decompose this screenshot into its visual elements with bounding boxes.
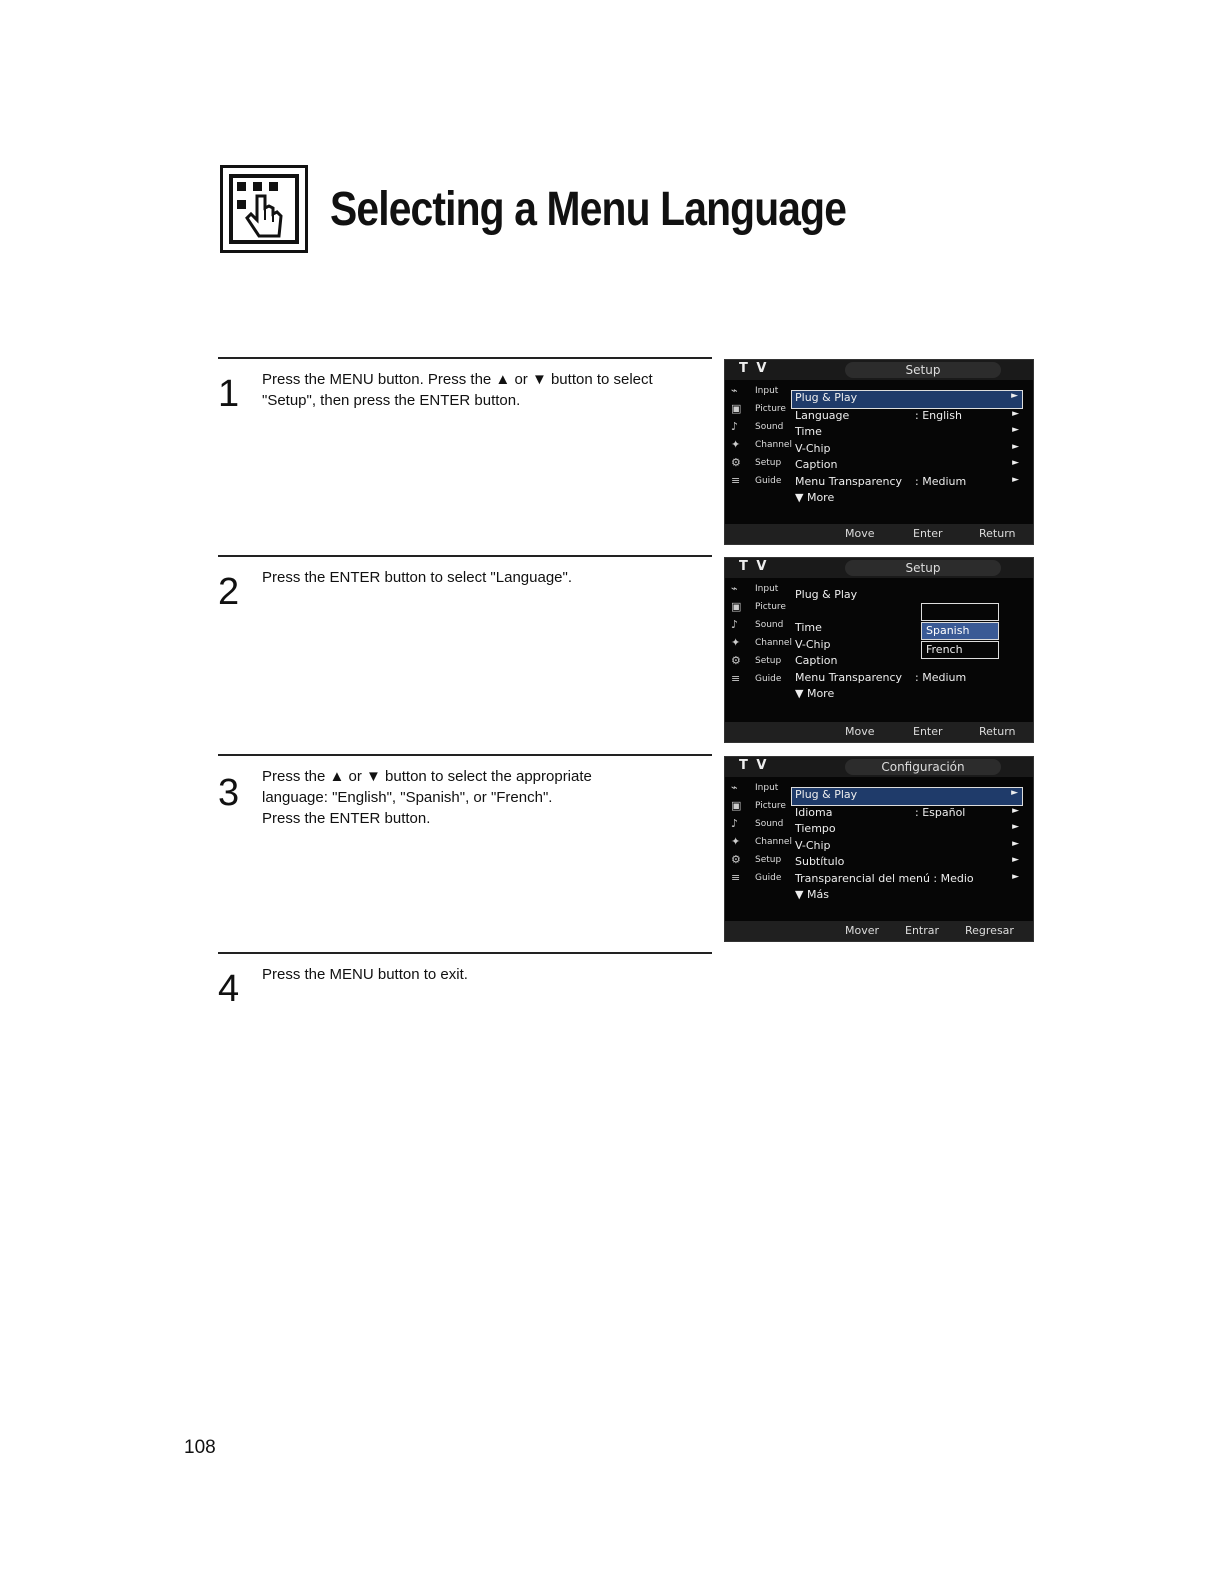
setup-icon: ⚙ xyxy=(731,853,741,866)
menu-item-v-chip[interactable]: V-Chip ► xyxy=(795,441,1019,455)
move-hint: Mover xyxy=(845,924,880,937)
menu-title: Setup xyxy=(845,560,1001,576)
sound-icon: ♪ xyxy=(731,618,739,631)
sidebar-item-guide[interactable]: ≡ Guide xyxy=(731,672,782,685)
move-hint: Move xyxy=(845,527,875,540)
setup-icon: ⚙ xyxy=(731,654,741,667)
menu-item-time[interactable]: Time ► xyxy=(795,425,1019,438)
return-hint: Return xyxy=(979,527,1016,540)
menu-item-tiempo[interactable]: Tiempo ► xyxy=(795,822,1019,835)
step-line: Press the ▲ or ▼ button to select the appropriate xyxy=(262,768,592,785)
dropdown-option-spanish[interactable]: Spanish xyxy=(921,622,999,640)
move-hint: Move xyxy=(845,725,875,738)
step-line: Press the ENTER button. xyxy=(262,810,431,827)
step-number: 2 xyxy=(218,571,240,613)
tv-label: T V xyxy=(739,559,769,574)
guide-icon: ≡ xyxy=(731,871,741,884)
sidebar-item-setup[interactable]: ⚙ Setup xyxy=(731,654,782,667)
picture-icon: ▣ xyxy=(731,799,742,812)
sidebar-item-setup[interactable]: ⚙ Setup xyxy=(731,853,782,866)
menu-item-language[interactable]: Language : English ► xyxy=(795,408,1019,422)
step-1 xyxy=(218,357,712,549)
antenna-icon: ⌁ xyxy=(731,384,738,397)
step-line: Press the MENU button to exit. xyxy=(262,966,468,983)
step-number: 1 xyxy=(218,373,240,415)
step-3 xyxy=(218,754,712,946)
menu-list xyxy=(795,390,1023,508)
channel-icon: ✦ xyxy=(731,835,741,848)
enter-hint: Entrar xyxy=(905,924,940,937)
menu-item-time[interactable]: Time xyxy=(795,621,822,634)
guide-icon: ≡ xyxy=(731,474,741,487)
sidebar-item-guide[interactable]: ≡ Guide xyxy=(731,871,782,884)
menu-item-caption[interactable]: Caption xyxy=(795,654,838,667)
sidebar-item-channel[interactable]: ✦ Channel xyxy=(731,636,792,649)
picture-icon: ▣ xyxy=(731,600,742,613)
step-text xyxy=(262,567,712,588)
dropdown-option-english[interactable] xyxy=(921,603,999,621)
step-4 xyxy=(218,952,712,1014)
sidebar-item-channel[interactable]: ✦ Channel xyxy=(731,438,792,451)
step-line: "Setup", then press the ENTER button. xyxy=(262,392,521,409)
tv-screen-configuracion xyxy=(724,756,1034,942)
language-dropdown[interactable] xyxy=(921,603,999,660)
sidebar-item-sound[interactable]: ♪ Sound xyxy=(731,817,784,830)
step-text xyxy=(262,964,712,985)
channel-icon: ✦ xyxy=(731,438,741,451)
channel-icon: ✦ xyxy=(731,636,741,649)
menu-item-menu-transparency[interactable]: Menu Transparency : Medium xyxy=(795,670,967,684)
guide-icon: ≡ xyxy=(731,672,741,685)
step-number: 4 xyxy=(218,968,240,1010)
tv-sidebar xyxy=(725,779,793,887)
page-header xyxy=(220,162,937,256)
step-line: Press the ENTER button to select "Language". xyxy=(262,569,572,586)
tv-sidebar xyxy=(725,580,793,688)
antenna-icon: ⌁ xyxy=(731,582,738,595)
sound-icon: ♪ xyxy=(731,817,739,830)
menu-item-caption[interactable]: Caption ► xyxy=(795,458,1019,471)
enter-hint: Enter xyxy=(913,527,943,540)
menu-item-menu-transparency[interactable]: Menu Transparency : Medium ► xyxy=(795,474,1019,488)
dropdown-option-french[interactable]: French xyxy=(921,641,999,659)
sidebar-item-input[interactable]: ⌁ Input xyxy=(731,384,779,397)
antenna-icon: ⌁ xyxy=(731,781,738,794)
step-line: Press the MENU button. Press the ▲ or ▼ button to select xyxy=(262,371,653,388)
menu-title: Setup xyxy=(845,362,1001,378)
menu-item-v-chip[interactable]: V-Chip ► xyxy=(795,838,1019,852)
sidebar-item-channel[interactable]: ✦ Channel xyxy=(731,835,792,848)
page-title: Selecting a Menu Language xyxy=(330,182,847,236)
setup-icon: ⚙ xyxy=(731,456,741,469)
step-number: 3 xyxy=(218,772,240,814)
menu-item-plug-and-play[interactable]: Plug & Play ► xyxy=(791,787,1023,806)
page-number: 108 xyxy=(184,1437,216,1458)
sidebar-item-sound[interactable]: ♪ Sound xyxy=(731,420,784,433)
sound-icon: ♪ xyxy=(731,420,739,433)
tv-label: T V xyxy=(739,361,769,376)
menu-item-transparencia[interactable]: Transparencial del menú : Medio ► xyxy=(795,871,1019,885)
menu-item-idioma[interactable]: Idioma : Español ► xyxy=(795,805,1019,819)
menu-item-v-chip[interactable]: V-Chip xyxy=(795,637,831,651)
enter-hint: Enter xyxy=(913,725,943,738)
menu-item-plug-and-play[interactable]: Plug & Play xyxy=(795,588,858,601)
menu-item-subtitulo[interactable]: Subtítulo ► xyxy=(795,855,1019,868)
tv-bottom-bar xyxy=(725,722,1033,742)
menu-item-plug-and-play[interactable]: Plug & Play ► xyxy=(791,390,1023,409)
tv-bottom-bar xyxy=(725,921,1033,941)
return-hint: Regresar xyxy=(965,924,1014,937)
return-hint: Return xyxy=(979,725,1016,738)
step-text xyxy=(262,766,712,829)
menu-item-mas[interactable]: ▼ Más xyxy=(795,888,829,901)
menu-item-more[interactable]: ▼ More xyxy=(795,491,835,504)
menu-item-more[interactable]: ▼ More xyxy=(795,687,835,700)
sidebar-item-sound[interactable]: ♪ Sound xyxy=(731,618,784,631)
sidebar-item-input[interactable]: ⌁ Input xyxy=(731,781,779,794)
tv-screen-language-select xyxy=(724,557,1034,743)
step-text xyxy=(262,369,712,411)
tv-sidebar xyxy=(725,382,793,490)
menu-title: Configuración xyxy=(845,759,1001,775)
step-2 xyxy=(218,555,712,747)
sidebar-item-input[interactable]: ⌁ Input xyxy=(731,582,779,595)
step-line: language: "English", "Spanish", or "French". xyxy=(262,789,553,806)
menu-hand-icon xyxy=(220,165,308,253)
tv-bottom-bar xyxy=(725,524,1033,544)
sidebar-item-setup[interactable]: ⚙ Setup xyxy=(731,456,782,469)
tv-label: T V xyxy=(739,758,769,773)
sidebar-item-guide[interactable]: ≡ Guide xyxy=(731,474,782,487)
picture-icon: ▣ xyxy=(731,402,742,415)
tv-screen-setup xyxy=(724,359,1034,545)
sidebar-item-picture[interactable]: ▣ Picture xyxy=(731,600,786,613)
sidebar-item-picture[interactable]: ▣ Picture xyxy=(731,799,786,812)
menu-list xyxy=(795,787,1023,905)
sidebar-item-picture[interactable]: ▣ Picture xyxy=(731,402,786,415)
